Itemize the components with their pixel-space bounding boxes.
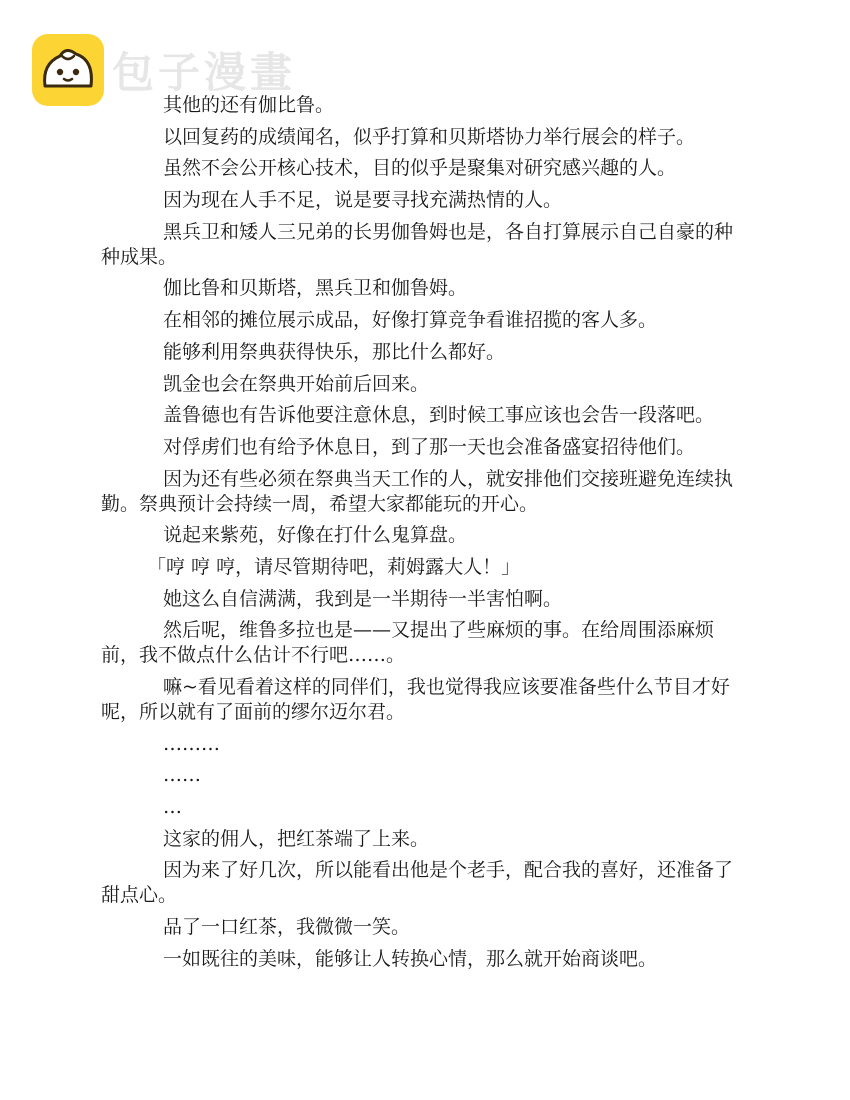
paragraph: 凯金也会在祭典开始前后回来。 [163, 372, 430, 395]
paragraph: 虽然不会公开核心技术，目的似乎是聚集对研究感兴趣的人。 [163, 157, 677, 180]
paragraph: 能够利用祭典获得快乐，那比什么都好。 [163, 340, 506, 363]
paragraph: 以回复药的成绩闻名，似乎打算和贝斯塔协力举行展会的样子。 [163, 125, 696, 148]
paragraph: 其他的还有伽比鲁。 [163, 94, 335, 116]
paragraph: 说起来紫苑，好像在打什么鬼算盘。 [163, 524, 468, 547]
paragraph: 因为现在人手不足，说是要寻找充满热情的人。 [163, 189, 563, 212]
paragraph: 然后呢，维鲁多拉也是——又提出了些麻烦的事。在给周围添麻烦前，我不做点什么估计不行吧……。 [101, 619, 715, 667]
paragraph: 她这么自信满满，我到是一半期待一半害怕啊。 [163, 587, 563, 610]
paragraph: … [163, 796, 182, 819]
steamed-bun-icon [32, 34, 104, 106]
paragraph: 伽比鲁和贝斯塔，黑兵卫和伽鲁姆。 [163, 277, 468, 300]
article-body [101, 93, 751, 979]
paragraph: 黑兵卫和矮人三兄弟的长男伽鲁姆也是，各自打算展示自己自豪的种种成果。 [101, 220, 734, 268]
paragraph: 对俘虏们也有给予休息日，到了那一天也会准备盛宴招待他们。 [163, 435, 696, 458]
paragraph: 在相邻的摊位展示成品，好像打算竞争看谁招揽的客人多。 [163, 309, 658, 332]
paragraph: 一如既往的美味，能够让人转换心情，那么就开始商谈吧。 [163, 947, 658, 970]
paragraph: 嘛~看见看着这样的同伴们，我也觉得我应该要准备些什么节目才好呢，所以就有了面前的缪尔迈尔君。 [101, 676, 730, 723]
paragraph: 品了一口红茶，我微微一笑。 [163, 916, 411, 939]
dialogue-paragraph: 「哼 哼 哼，请尽管期待吧，莉姆露大人！」 [147, 555, 521, 578]
paragraph: …… [163, 764, 201, 787]
paragraph: 因为来了好几次，所以能看出他是个老手，配合我的喜好，还准备了甜点心。 [101, 859, 734, 907]
paragraph: 因为还有些必须在祭典当天工作的人，就安排他们交接班避免连续执勤。祭典预计会持续一周，希望大家都能玩的开心。 [101, 467, 734, 515]
paragraph: 盖鲁德也有告诉他要注意休息，到时候工事应该也会告一段落吧。 [163, 404, 715, 427]
logo-text: 包子漫畫 [112, 48, 297, 97]
paragraph: ……… [163, 732, 220, 755]
paragraph: 这家的佣人，把红茶端了上来。 [163, 827, 430, 850]
